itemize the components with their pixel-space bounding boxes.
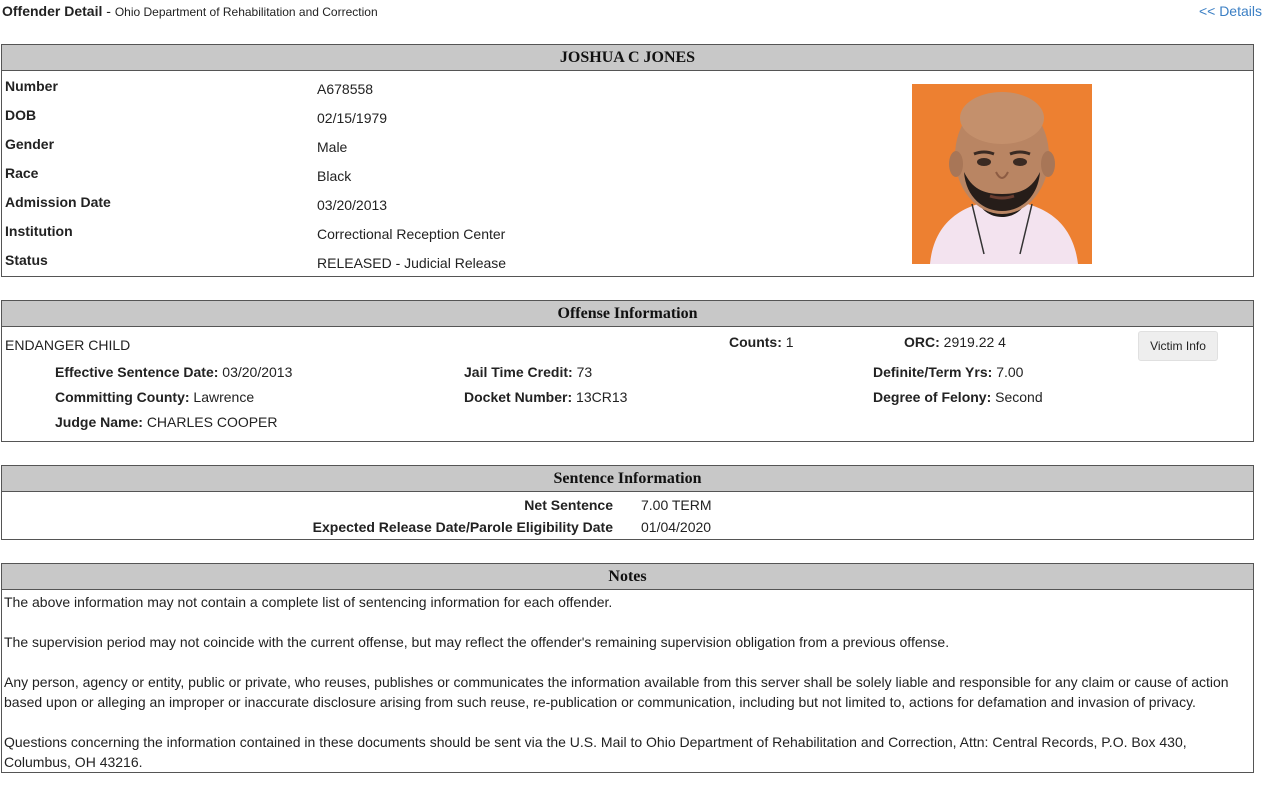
judge-label: Judge Name:	[55, 414, 143, 430]
field-value: Black	[317, 168, 352, 184]
offender-name: JOSHUA C JONES	[2, 45, 1253, 71]
field-admission-date	[5, 191, 875, 220]
field-label: Admission Date	[5, 194, 111, 210]
committing-county	[55, 389, 254, 405]
county-label: Committing County:	[55, 389, 190, 405]
field-label: Race	[5, 165, 39, 181]
orc	[904, 334, 1006, 350]
note-paragraph: The above information may not contain a complete list of sentencing information for each offender.	[4, 594, 613, 610]
note-paragraph: The supervision period may not coincide with the current offense, but may reflect the offender's remaining supervision obligation from a previous offense.	[4, 634, 950, 650]
net-sentence-value: 7.00 TERM	[641, 497, 712, 513]
degree-of-felony	[873, 389, 1043, 405]
judge-value: CHARLES COOPER	[146, 414, 278, 430]
title-separator: -	[102, 3, 115, 19]
offense-information-panel	[1, 300, 1254, 442]
page-subtitle: Ohio Department of Rehabilitation and Correction	[114, 5, 378, 19]
counts	[729, 334, 794, 350]
effective-value: 03/20/2013	[222, 364, 293, 380]
field-value: 03/20/2013	[317, 197, 388, 213]
counts-label: Counts:	[729, 334, 782, 350]
term-value: 7.00	[996, 364, 1024, 380]
field-label: Institution	[5, 223, 73, 239]
orc-value: 2919.22 4	[943, 334, 1006, 350]
notes-panel	[1, 563, 1254, 773]
docket-number	[464, 389, 627, 405]
jail-label: Jail Time Credit:	[464, 364, 573, 380]
portrait-image	[912, 84, 1092, 264]
field-value: Correctional Reception Center	[317, 226, 506, 242]
offense-name: ENDANGER CHILD	[5, 337, 131, 353]
docket-label: Docket Number:	[464, 389, 573, 405]
term-label: Definite/Term Yrs:	[873, 364, 993, 380]
field-gender	[5, 133, 875, 162]
field-race	[5, 162, 875, 191]
note-paragraph: Questions concerning the information contained in these documents should be sent via the U.S. Mail to Ohio Department of Rehabilitation and Correction, Attn: Central Records, P.O. Box 430, Columbus, OH 43216.	[4, 734, 1187, 770]
notes-body	[2, 590, 1253, 772]
release-date-label: Expected Release Date/Parole Eligibility Date	[312, 519, 613, 535]
net-sentence-label: Net Sentence	[524, 497, 613, 513]
counts-value: 1	[785, 334, 794, 350]
offender-photo	[912, 84, 1092, 264]
sentence-information-panel	[1, 465, 1254, 540]
docket-value: 13CR13	[576, 389, 628, 405]
field-value: 02/15/1979	[317, 110, 388, 126]
notes-heading: Notes	[2, 564, 1253, 590]
field-label: DOB	[5, 107, 37, 123]
sentence-heading: Sentence Information	[2, 466, 1253, 492]
county-value: Lawrence	[193, 389, 255, 405]
field-number	[5, 75, 875, 104]
jail-time-credit	[464, 364, 592, 380]
field-institution	[5, 220, 875, 249]
field-label: Gender	[5, 136, 55, 152]
offense-heading: Offense Information	[2, 301, 1253, 327]
victim-info-button[interactable]: Victim Info	[1138, 331, 1218, 361]
note-paragraph: Any person, agency or entity, public or private, who reuses, publishes or communicates the information available from this server shall be solely liable and responsible for any claim or cause of action based upon or alleging an improper or inaccurate disclosure arising from such reuse, re-publication or communication, including but not limited to, actions for defamation and invasion of privacy.	[4, 674, 1229, 710]
field-dob	[5, 104, 875, 133]
degree-label: Degree of Felony:	[873, 389, 992, 405]
judge-name	[55, 414, 278, 430]
field-value: RELEASED - Judicial Release	[317, 255, 507, 271]
release-date-value: 01/04/2020	[641, 519, 712, 535]
field-value: A678558	[317, 81, 374, 97]
orc-label: ORC:	[904, 334, 940, 350]
field-label: Status	[5, 252, 48, 268]
page-header	[2, 3, 378, 19]
field-label: Number	[5, 78, 58, 94]
field-value: Male	[317, 139, 348, 155]
back-to-details-link[interactable]: << Details	[1198, 3, 1262, 19]
degree-value: Second	[995, 389, 1043, 405]
field-status	[5, 249, 875, 278]
effective-sentence-date	[55, 364, 292, 380]
effective-label: Effective Sentence Date:	[55, 364, 219, 380]
offender-identity-panel	[1, 44, 1254, 277]
jail-value: 73	[576, 364, 593, 380]
definite-term-yrs	[873, 364, 1023, 380]
page-title: Offender Detail	[2, 3, 103, 19]
